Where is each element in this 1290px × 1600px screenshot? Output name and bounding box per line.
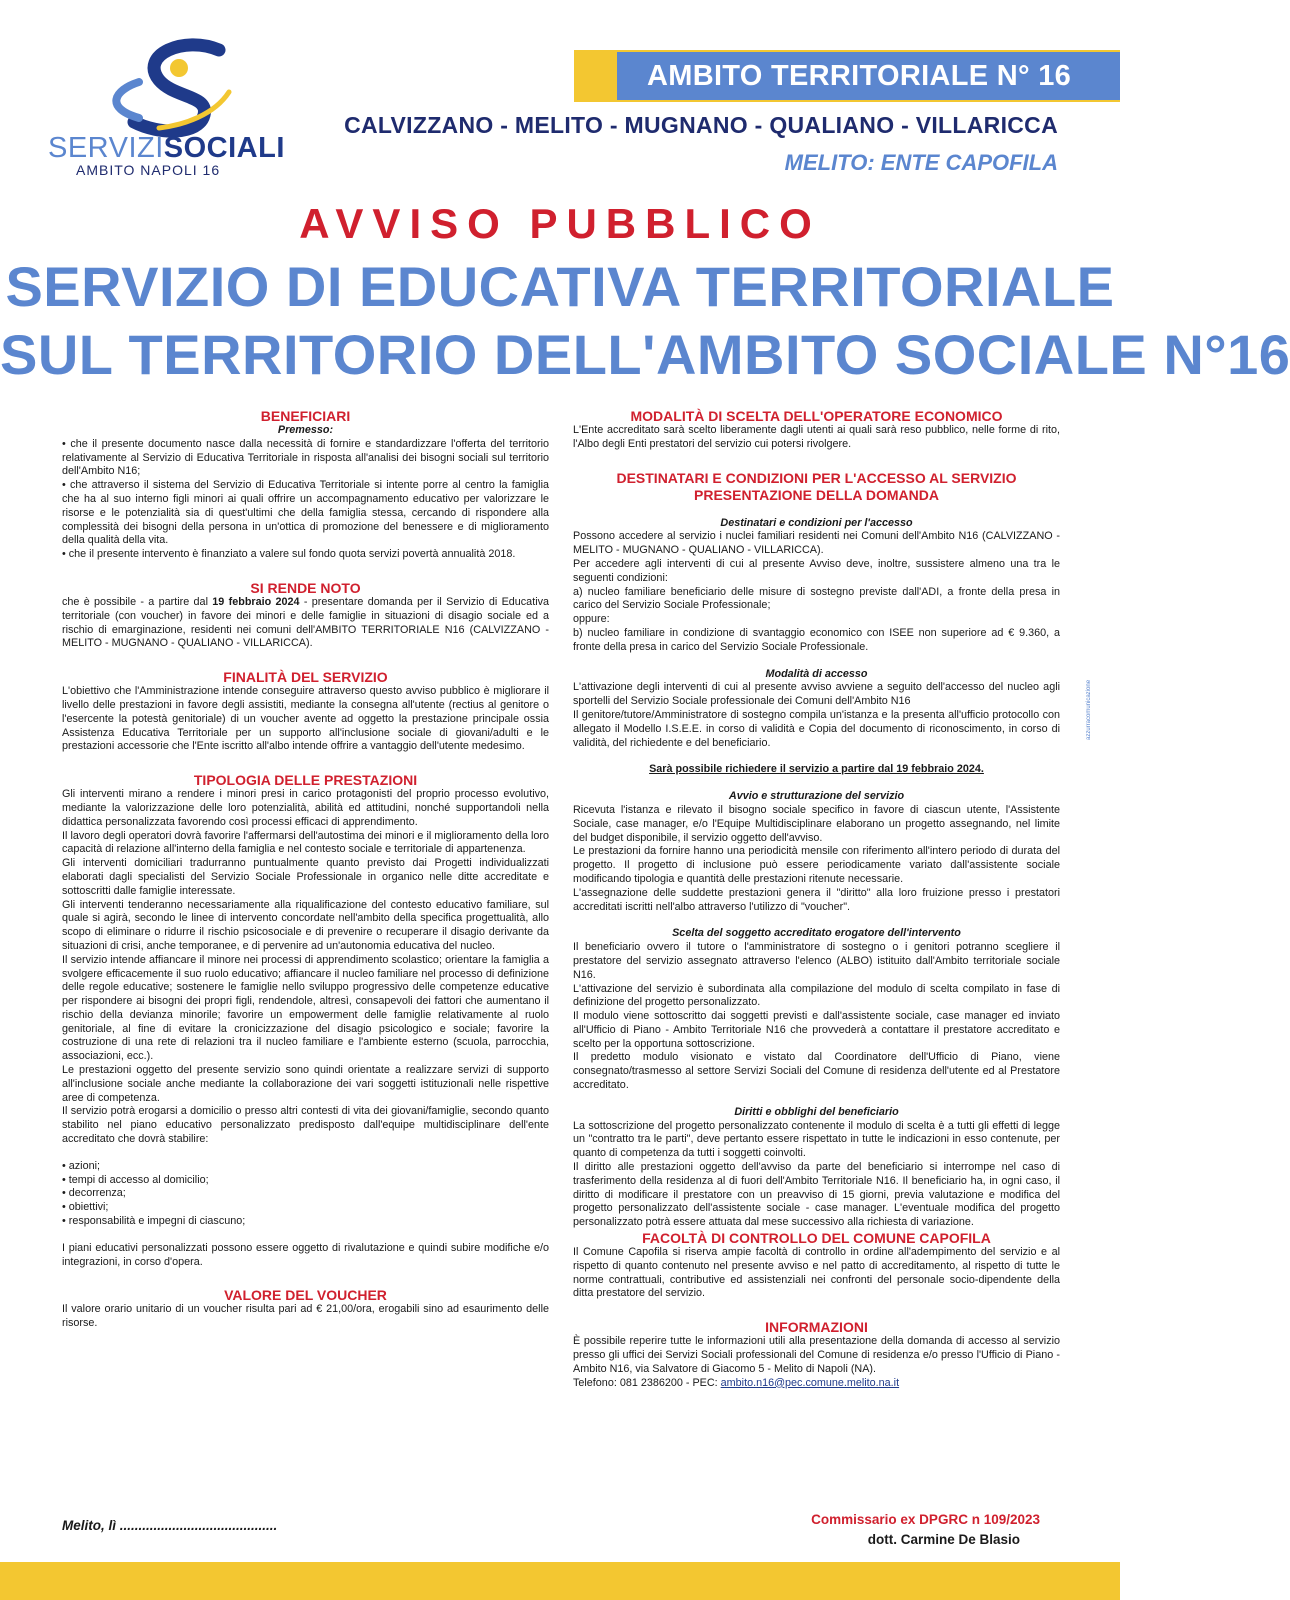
tipologia-heading: TIPOLOGIA DELLE PRESTAZIONI <box>193 772 418 789</box>
finalita-text: L'obiettivo che l'Amministrazione intende conseguire attraverso questo avviso pubblico è migliorare il livello delle prestazioni in favore degli assistiti, mediante la consegna all'utente (rectius al genitore o l'esercente la potestà genitoriale) di un voucher avente ad oggetto la prestazione principale ossia Assistenza Educativa Territoriale per un supporto all'inclusione sociale di giovani/adulti e le prestazioni accessorie che l'Ente iscritto all'albo intende offrire a vantaggio dell'utente medesimo. <box>62 685 549 753</box>
accesso-subheading: Modalità di accesso <box>765 667 868 680</box>
avvio-paragraph: Le prestazioni da fornire hanno una periodicità mensile con riferimento all'intero periodo di durata del progetto. Il progetto di inclusione può essere periodicamente variato dall'assistente sociale modificando tipologia e quantità delle prestazioni ritenute necessarie. <box>573 845 1060 885</box>
premesso-label: Premesso: <box>277 424 334 436</box>
bottom-yellow-bar <box>0 1562 1120 1600</box>
scelta-paragraph: Il predetto modulo visionato e vistato dal Coordinatore dell'Ufficio di Piano, viene consegnato/trasmesso al settore Servizi Sociali del Comune di residenza dell'utente ed al Prestatore accreditato. <box>573 1051 1060 1092</box>
ambito-banner: AMBITO TERRITORIALE N° 16 <box>617 52 1120 100</box>
finalita-heading: FINALITÀ DEL SERVIZIO <box>223 669 388 686</box>
avvio-paragraph: L'assegnazione delle suddette prestazioni genera il "diritto" alla loro fruizione presso i prestatori accreditati iscritti nell'albo attraverso l'utilizzo di "voucher". <box>573 886 1060 913</box>
place-date-line: Melito, lì .......................................... <box>62 1518 278 1533</box>
noto-text-b: - presentare domanda per il Servizio di Educativa territoriale (con voucher) in favore dei minori e delle famiglie in situazioni di disagio sociale ed a rischio di emarginazione, residenti nei comuni dell'AMBITO TERRITORIALE N16 (CALVIZZANO - MELITO - MUGNANO - QUALIANO - VILLARICCA). <box>62 595 549 650</box>
tipologia-paragraph: Il lavoro degli operatori dovrà favorire l'affermarsi dell'autostima dei minori e il miglioramento della loro capacità di relazione all'interno della famiglia e nel contesto sociale e territoriale di appartenenza. <box>62 829 549 856</box>
contact-line <box>573 1377 1060 1391</box>
scelta-paragraph: L'attivazione del servizio è subordinata alla compilazione del modulo di scelta compilato in fase di definizione del progetto personalizzato. <box>573 982 1060 1009</box>
destinatari-paragraph: b) nucleo familiare in condizione di svantaggio economico con ISEE non superiore ad € 9.360, a fronte della presa in carico del Servizio Sociale Professionale. <box>573 626 1060 653</box>
destinatari-paragraph: a) nucleo familiare beneficiario delle misure di sostegno previste dall'ADI, a fronte della presa in carico del Servizio Sociale Professionale; <box>573 585 1060 612</box>
tipologia-paragraph: Gli interventi domiciliari tradurranno puntualmente quanto previsto dai Progetti individualizzati elaborati dagli specialisti del Servizio Sociale Professionale in organico nelle ditte accreditate e sottoscritti dalle famiglie interessate. <box>62 857 549 897</box>
logo-word-sociali: SOCIALI <box>163 132 285 164</box>
list-item: • obiettivi; <box>62 1201 109 1214</box>
diritti-paragraph: Il diritto alle prestazioni oggetto dell'avviso da parte del beneficiario si interrompe nel caso di trasferimento della residenza al di fuori dell'Ambito Territoriale N16. Il beneficiario ha, in ogni caso, il diritto di modificare il prestatore con un preavviso di 15 giorni, previa valutazione e modifica del progetto personalizzato dell'assistente sociale - case manager. L'eventuale modifica del progetto personalizzato potrà essere attuata dal mese successivo alla richiesta di variazione. <box>573 1161 1060 1229</box>
tipologia-paragraph: Le prestazioni oggetto del presente servizio sono quindi orientate a realizzare servizi di supporto all'inclusione sociale anche mediante la collaborazione dei vari soggetti istituzionali nelle rispettive aree di competenza. <box>62 1064 549 1104</box>
si-rende-noto-text <box>62 596 549 651</box>
accesso-paragraph: L'attivazione degli interventi di cui al presente avviso avviene a seguito dell'accesso del nucleo agli sportelli del Servizio Sociale professionale dei Comuni dell'Ambito N16 <box>573 681 1060 708</box>
beneficiari-heading: BENEFICIARI <box>260 408 351 424</box>
destinatari-paragraph: oppure: <box>573 613 610 626</box>
avvio-paragraph: Ricevuta l'istanza e rilevato il bisogno sociale specifico in favore di ciascun utente, l'Assistente Sociale, case manager, e/o l'Equipe Multidisciplinare elaborano un progetto assegnando, nel limite del budget disponibile, il servizio oggetto dell'avviso. <box>573 803 1060 844</box>
avviso-pubblico-heading: AVVISO PUBBLICO <box>299 200 821 247</box>
commissario-name: dott. Carmine De Blasio <box>867 1532 1020 1547</box>
facolta-heading: FACOLTÀ DI CONTROLLO DEL COMUNE CAPOFILA <box>642 1230 991 1247</box>
main-title-line2: SUL TERRITORIO DELL'AMBITO SOCIALE N°16 <box>0 323 1290 386</box>
list-item: • responsabilità e impegni di ciascuno; <box>62 1215 246 1228</box>
voucher-text: Il valore orario unitario di un voucher risulta pari ad € 21,00/ora, erogabili sino ad esaurimento delle risorse. <box>62 1303 549 1330</box>
tipologia-paragraph: Il servizio potrà erogarsi a domicilio o presso altri contesti di vita dei giovani/famiglie, secondo quanto stabilito nel piano educativo personalizzato predisposto dall'equipe multidisciplinare dell'ente accreditato che dovrà stabilire: <box>62 1105 549 1146</box>
premessa-item: • che il presente intervento è finanziato a valere sul fondo quota servizi povertà annualità 2018. <box>62 548 516 561</box>
scelta-paragraph: Il modulo viene sottoscritto dai soggetti previsti e dall'assistente sociale, case manager ed inviato all'Ufficio di Piano - Ambito Territoriale N16 che provvederà a contattare il prestatore accreditato e scelto per la opportuna sottoscrizione. <box>573 1010 1060 1050</box>
list-item: • decorrenza; <box>62 1187 126 1200</box>
informazioni-heading: INFORMAZIONI <box>765 1319 868 1336</box>
right-column <box>573 408 1060 1390</box>
facolta-text: Il Comune Capofila si riserva ampie facoltà di controllo in ordine all'adempimento del servizio e al rispetto di quanto contenuto nel presente avviso e nel patto di accreditamento, al rispetto di tutte le norme contrattuali, contributive ed assistenziali nei confronti del personale socio-dipendente della ditta prestatore del servizio. <box>573 1246 1060 1300</box>
scelta-subheading: Scelta del soggetto accreditato erogatore dell'intervento <box>672 927 961 940</box>
tipologia-paragraph: Il servizio intende affiancare il minore nei processi di apprendimento scolastico; orientare la famiglia a svolgere efficacemente il suo ruolo educativo; affiancare il nucleo familiare nel processo di definizione delle regole educative; sostenere le famiglie nello sviluppo progressivo delle competenze educative per rispondere ai bisogni dei propri figli, rendendole, altresì, consapevoli dei fattori che aumentano il rischio della devianza minorile; favorire un empowerment delle famiglie relativamente al ruolo genitoriale, al fine di evitare la cronicizzazione del disagio psicologico e sociale; favorire la costruzione di una rete di relazioni tra il nucleo familiare e l'ambiente esterno (scuola, parrocchia, associazioni, ecc.). <box>62 953 549 1063</box>
informazioni-text: È possibile reperire tutte le informazioni utili alla presentazione della domanda di accesso al servizio presso gli uffici dei Servizi Sociali professionali del Comune di residenza e/o presso l'Ufficio di Piano - Ambito N16, via Salvatore di Giacomo 5 - Melito di Napoli (NA). <box>573 1335 1060 1375</box>
destinatari-paragraph: Possono accedere al servizio i nuclei familiari residenti nei Comuni dell'Ambito N16 (CALVIZZANO - MELITO - MUGNANO - QUALIANO - VILLARICCA). <box>573 530 1060 557</box>
comuni-list: CALVIZZANO - MELITO - MUGNANO - QUALIANO - VILLARICCA <box>344 112 1058 138</box>
si-rende-noto-heading: SI RENDE NOTO <box>250 579 361 596</box>
premessa-item: • che il presente documento nasce dalla necessità di fornire e standardizzare l'offerta del territorio relativamente al Servizio di Educativa Territoriale in risposta all'analisi dei bisogni sociali sul territorio dell'Ambito N16; <box>62 437 549 478</box>
logo-subtitle: AMBITO NAPOLI 16 <box>76 162 221 178</box>
pec-link[interactable]: ambito.n16@pec.comune.melito.na.it <box>720 1376 900 1389</box>
premessa-item: • che attraverso il sistema del Servizio di Educativa Territoriale si intente porre al centro la famiglia che ha al suo interno figli minori ai quali offrire un accompagnamento educativo per valorizzare le risorse e le potenzialità sia di quest'ultimi che della famiglia stessa, cercando di rispondere alla complessità dei bisogni della persona in un'ottica di promozione del benessere e di miglioramento della qualità della vita. <box>62 479 549 547</box>
list-item: • tempi di accesso al domicilio; <box>62 1173 209 1186</box>
list-item: • azioni; <box>62 1159 100 1172</box>
commissario-title: Commissario ex DPGRC n 109/2023 <box>811 1512 1040 1527</box>
diritti-paragraph: La sottoscrizione del progetto personalizzato contenente il modulo di scelta è a tutti gli effetti di legge un "contratto tra le parti", deve pertanto essere rispettato in tutte le indicazioni in esso contenute, per quanto di competenza da tutti i soggetti coinvolti. <box>573 1119 1060 1160</box>
avvio-subheading: Avvio e strutturazione del servizio <box>728 790 905 803</box>
logo-word-servizi: SERVIZI <box>48 132 164 164</box>
tipologia-paragraph: Gli interventi tenderanno necessariamente alla riqualificazione del contesto educativo familiare, sul quale si agirà, secondo le linee di intervento concordate nell'ambito della specifica progettualità, allo scopo di eliminare o ridurre il rischio psicosociale e di prevenire o recuperare il disagio derivante da situazioni di crisi, anche temporanee, e di pervenire ad un'autonomia educativa del nucleo. <box>62 898 549 952</box>
scelta-paragraph: Il beneficiario ovvero il tutore o l'amministratore di sostegno o i genitori potranno scegliere il prestatore del servizio assegnato attraverso l'elenco (ALBO) istituito dall'Ambito territoriale sociale N16. <box>573 941 1060 981</box>
telefono-text: Telefono: 081 2386200 - PEC: <box>573 1376 721 1389</box>
presentazione-heading: PRESENTAZIONE DELLA DOMANDA <box>694 486 939 503</box>
modalita-text: L'Ente accreditato sarà scelto liberamente dagli utenti ai quali sarà reso pubblico, nelle forme di rito, l'Albo degli Enti prestatori del servizio cui potersi rivolgere. <box>573 424 1060 450</box>
diritti-subheading: Diritti e obblighi del beneficiario <box>734 1105 899 1118</box>
left-column <box>62 408 549 1331</box>
accesso-paragraph: Il genitore/tutore/Amministratore di sostegno compila un'istanza e la presenta all'ufficio protocollo con allegato il Modello I.S.E.E. in corso di validità e Copia del documento di riconoscimento, in corso di validità, del richiedente e del beneficiario. <box>573 708 1060 749</box>
modalita-heading: MODALITÀ DI SCELTA DELL'OPERATORE ECONOMICO <box>630 408 1003 424</box>
printer-credit: azzurracomunicazione <box>1086 679 1092 740</box>
destinatari-paragraph: Per accedere agli interventi di cui al presente Avviso deve, inoltre, sussistere almeno una tra le seguenti condizioni: <box>573 557 1060 584</box>
noto-text-a: che è possibile - a partire dal <box>62 595 213 608</box>
destinatari-heading: DESTINATARI E CONDIZIONI PER L'ACCESSO AL SERVIZIO <box>616 469 1017 486</box>
ente-capofila: MELITO: ENTE CAPOFILA <box>784 150 1058 175</box>
tipologia-paragraph: Gli interventi mirano a rendere i minori presi in carico protagonisti del proprio processo evolutivo, mediante la valorizzazione delle loro potenzialità, abilità ed attitudini, nonché supportandoli nella didattica personalizzata favorendo così processi efficaci di apprendimento. <box>62 788 549 828</box>
tipologia-paragraph: I piani educativi personalizzati possono essere oggetto di rivalutazione e quindi subire modifiche e/o integrazioni, in corso d'opera. <box>62 1241 549 1268</box>
start-date-notice: Sarà possibile richiedere il servizio a partire dal 19 febbraio 2024. <box>649 763 984 776</box>
main-title-line1: SERVIZIO DI EDUCATIVA TERRITORIALE <box>5 255 1115 318</box>
logo-wordmark <box>48 132 285 165</box>
voucher-heading: VALORE DEL VOUCHER <box>224 1287 387 1304</box>
destinatari-subheading: Destinatari e condizioni per l'accesso <box>720 516 913 529</box>
noto-date: 19 febbraio 2024 <box>212 595 300 608</box>
